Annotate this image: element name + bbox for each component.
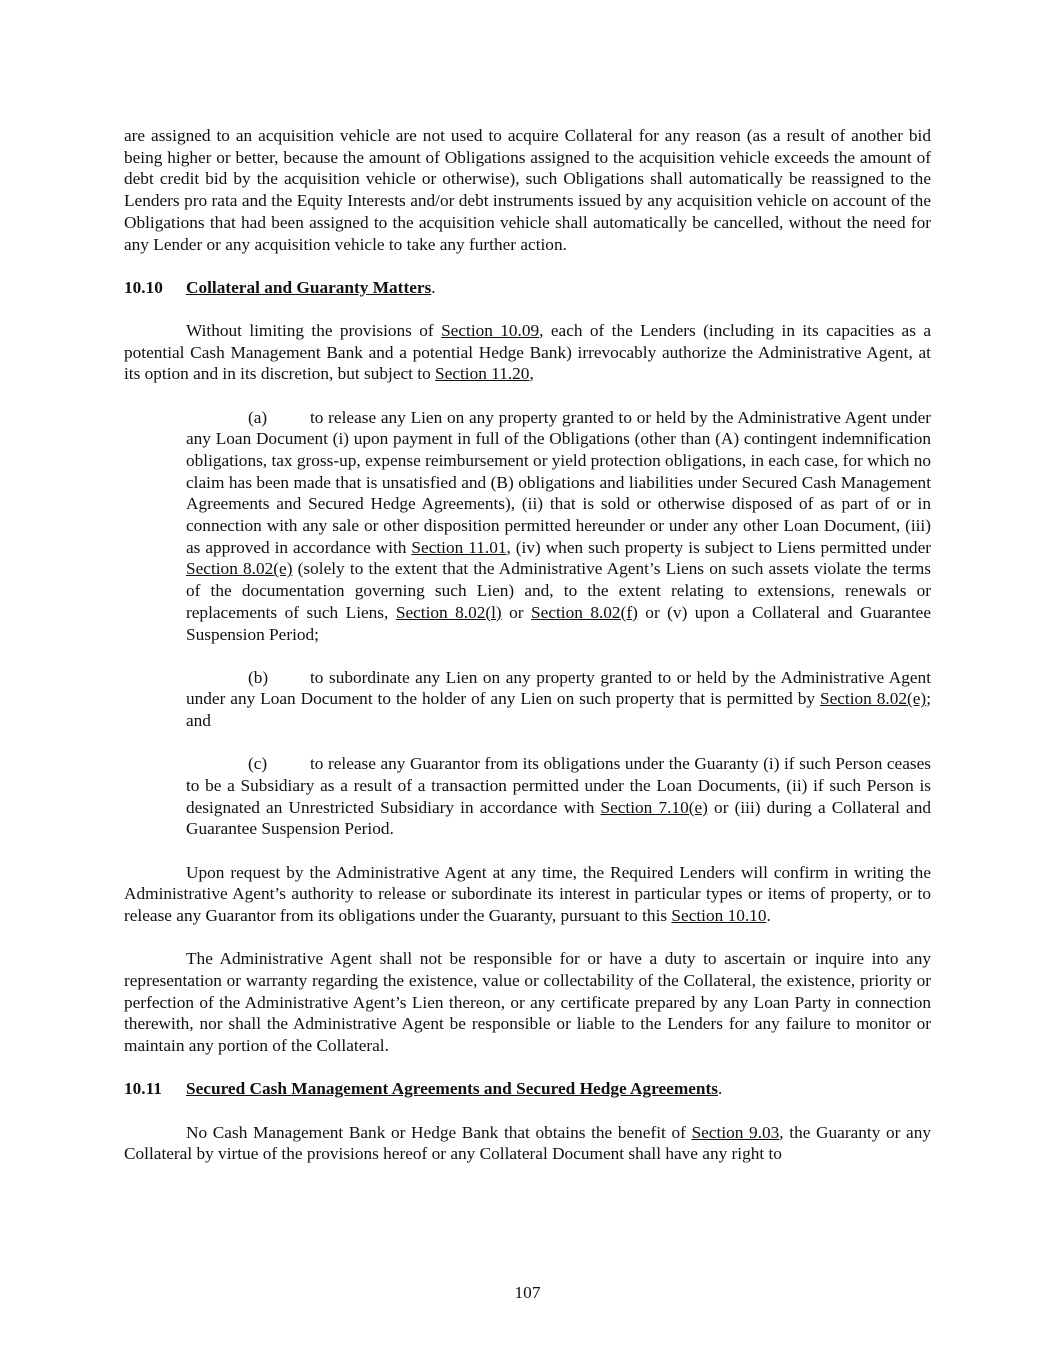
section-reference: Section 7.10(e): [600, 797, 708, 817]
clause-label: (c): [248, 754, 268, 774]
section-reference: Section 10.10: [671, 906, 767, 926]
paragraph-responsibility: The Administrative Agent shall not be responsible for or have a duty to ascertain or inquire into any representation or warranty regarding the existence, value or collectability of the Collateral, the existence, priority or perfection of the Administrative Agent’s Lien thereon, or any certificate prepared by any Loan Party in connection therewith, nor shall the Administrative Agent be responsible or liable to the Lenders for any failure to monitor or maintain any portion of the Collateral.: [124, 949, 931, 1056]
section-heading-10-10: 10.10 Collateral and Guaranty Matters.: [124, 277, 436, 297]
paragraph-authorization: Without limiting the provisions of Section 10.09, each of the Lenders (including in its capacities as a potential Cash Management Bank and a potential Hedge Bank) irrevocably authorize the Administrative Agent, at its option and in its discretion, but subject to Section 11.20,: [124, 320, 931, 384]
section-reference: Section 10.09: [441, 320, 540, 340]
clause-c: (c) to release any Guarantor from its obligations under the Guaranty (i) if such Person ceases to be a Subsidiary as a result of a transaction permitted under the Loan Documents, (ii) if such Person is designated an Unrestricted Subsidiary in accordance with Section 7.10(e) or (iii) during a Collateral and Guarantee Suspension Period.: [186, 754, 932, 839]
clause-label: (b): [248, 667, 269, 687]
section-title: Collateral and Guaranty Matters: [186, 277, 432, 297]
document-page: [124, 125, 931, 1165]
clause-label: (a): [248, 407, 268, 427]
page-number: 107: [514, 1283, 541, 1302]
section-reference: Section 11.01: [411, 537, 507, 557]
section-reference: Section 11.20: [435, 364, 530, 384]
clause-b: (b) to subordinate any Lien on any property granted to or held by the Administrative Agent under any Loan Document to the holder of any Lien on such property that is permitted by Section 8.02(e); and: [186, 667, 931, 731]
paragraph-continuation: are assigned to an acquisition vehicle are not used to acquire Collateral for any reason (as a result of another bid being higher or better, because the amount of Obligations assigned to the acquisition vehicle exceeds the amount of debt credit bid by the acquisition vehicle or otherwise), such Obligations shall automatically be reassigned to the Lenders pro rata and the Equity Interests and/or debt instruments issued by any acquisition vehicle on account of the Obligations that had been assigned to the acquisition vehicle shall automatically be cancelled, without the need for any Lender or any acquisition vehicle to take any further action.: [124, 126, 931, 254]
section-title: Secured Cash Management Agreements and Secured Hedge Agreements: [186, 1079, 718, 1099]
paragraph-secured-agreements: No Cash Management Bank or Hedge Bank that obtains the benefit of Section 9.03, the Guaranty or any Collateral by virtue of the provisions hereof or any Collateral Document shall have any right to: [124, 1122, 932, 1164]
section-number: 10.11: [124, 1079, 162, 1099]
section-reference: Section 8.02(l): [395, 602, 502, 622]
section-reference: Section 8.02(e): [186, 559, 293, 579]
section-number: 10.10: [124, 277, 163, 297]
section-reference: Section 9.03: [691, 1122, 780, 1142]
clause-a: (a) to release any Lien on any property granted to or held by the Administrative Agent under any Loan Document (i) upon payment in full of the Obligations (other than (A) contingent indemnification obligations, tax gross-up, expense reimbursement or yield protection obligations, in each case, for which no claim has been made that is unsatisfied and (B) obligations and liabilities under Secured Cash Management Agreements and Secured Hedge Agreements), (ii) that is sold or otherwise disposed of as part of or in connection with any sale or other disposition permitted hereunder or under any other Loan Document, (iii) as approved in accordance with Section 11.01, (iv) when such property is subject to Liens permitted under Section 8.02(e) (solely to the extent that the Administrative Agent’s Liens on such assets violate the terms of the documentation governing such Lien) and, to the extent relating to extensions, renewals or replacements of such Liens, Section 8.02(l) or Section 8.02(f) or (v) upon a Collateral and Guarantee Suspension Period;: [186, 407, 932, 644]
paragraph-confirmation: Upon request by the Administrative Agent at any time, the Required Lenders will confirm in writing the Administrative Agent’s authority to release or subordinate its interest in particular types or items of property, or to release any Guarantor from its obligations under the Guaranty, pursuant to this Section 10.10.: [124, 862, 931, 926]
section-reference: Section 8.02(e): [819, 689, 927, 709]
section-heading-10-11: 10.11 Secured Cash Management Agreements and Secured Hedge Agreements.: [124, 1079, 723, 1099]
section-reference: Section 8.02(f): [531, 602, 638, 622]
